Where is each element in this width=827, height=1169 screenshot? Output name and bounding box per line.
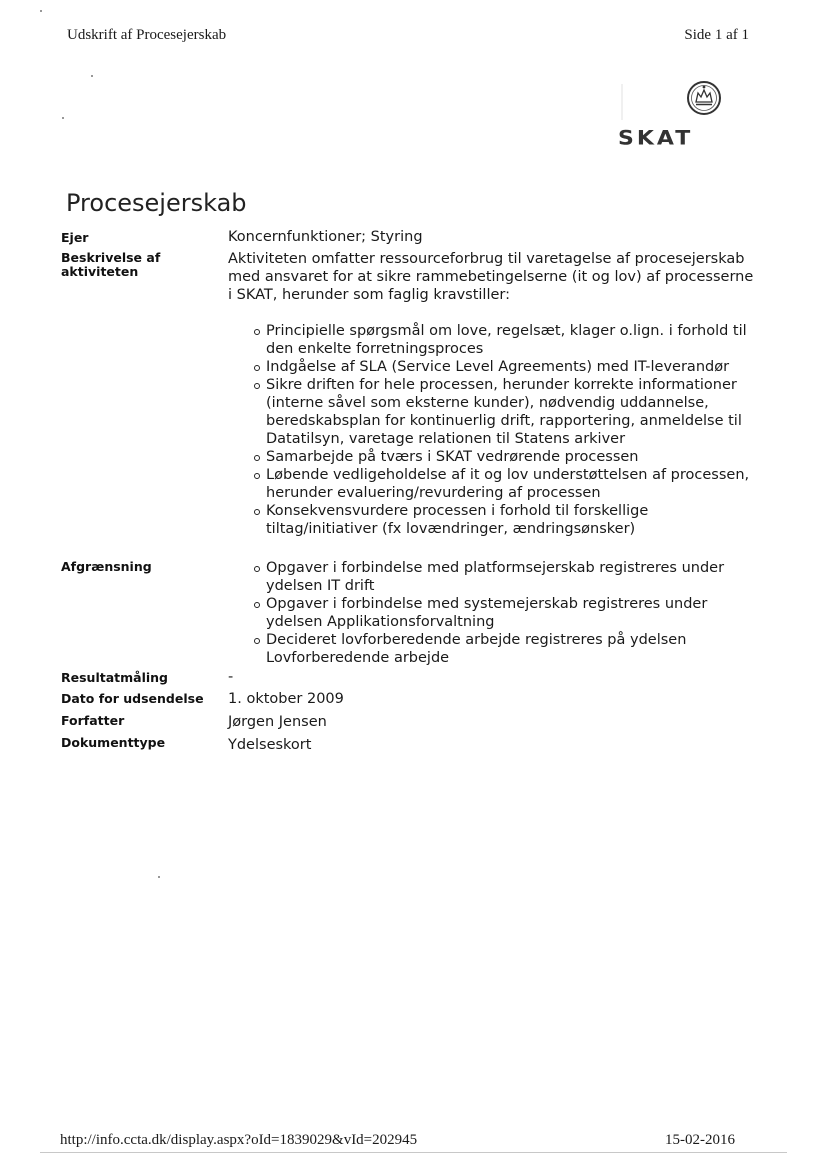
skat-logo (618, 76, 728, 148)
list-item: Opgaver i forbindelse med platformsejerskab registreres under ydelsen IT drift (266, 559, 761, 595)
skat-logo-text: SKAT (618, 127, 694, 150)
field-value-dokumenttype: Ydelseskort (228, 737, 312, 753)
list-item: Principielle spørgsmål om love, regelsæt, klager o.lign. i forhold til den enkelte forretningsproces (266, 322, 761, 358)
footer-divider (40, 1152, 787, 1153)
footer-url: http://info.ccta.dk/display.aspx?oId=1839029&vId=202945 (60, 1132, 418, 1148)
description-intro: Aktiviteten omfatter ressourceforbrug til varetagelse af procesejerskab med ansvaret for at sikre rammebetingelserne (it og lov) af processerne i SKAT, herunder som faglig kravstiller: (228, 251, 754, 303)
field-label-dato: Dato for udsendelse (61, 691, 204, 706)
list-item: Decideret lovforberedende arbejde registreres på ydelsen Lovforberedende arbejde (266, 631, 761, 667)
list-item: Indgåelse af SLA (Service Level Agreements) med IT-leverandør (266, 358, 761, 376)
field-label-afgraensning: Afgrænsning (61, 559, 152, 574)
field-label-beskrivelse (61, 251, 160, 279)
footer-date: 15-02-2016 (665, 1132, 735, 1148)
field-label-forfatter: Forfatter (61, 713, 125, 728)
field-label-beskrivelse-line2: aktiviteten (61, 264, 139, 279)
print-header-title: Udskrift af Procesejerskab (67, 27, 227, 43)
field-value-dato: 1. oktober 2009 (228, 691, 344, 707)
field-value-forfatter: Jørgen Jensen (228, 714, 327, 730)
field-value-resultatmaaling: - (228, 669, 234, 685)
list-item: Samarbejde på tværs i SKAT vedrørende processen (266, 448, 761, 466)
field-label-resultatmaaling: Resultatmåling (61, 670, 168, 685)
crown-seal-icon (618, 76, 728, 126)
scan-speck (62, 117, 64, 119)
scan-speck (158, 876, 160, 878)
list-item: Sikre driften for hele processen, herunder korrekte informationer (interne såvel som eksterne kunder), nødvendig uddannelse, beredskabsplan for kontinuerlig drift, rapportering, anmeldelse til Datatilsyn, varetage relationen til Statens arkiver (266, 376, 761, 448)
scan-speck (40, 10, 42, 12)
field-value-ejer: Koncernfunktioner; Styring (228, 229, 423, 245)
page-title: Procesejerskab (66, 189, 247, 217)
afgraensning-bullet-list (266, 559, 761, 667)
list-item: Løbende vedligeholdelse af it og lov understøttelsen af processen, herunder evaluering/revurdering af processen (266, 466, 761, 502)
page-number: Side 1 af 1 (684, 27, 749, 43)
list-item: Opgaver i forbindelse med systemejerskab registreres under ydelsen Applikationsforvaltning (266, 595, 761, 631)
field-label-ejer: Ejer (61, 230, 89, 245)
scan-speck (91, 75, 93, 77)
field-label-beskrivelse-line1: Beskrivelse af (61, 250, 161, 265)
list-item: Konsekvensvurdere processen i forhold til forskellige tiltag/initiativer (fx lovændringer, ændringsønsker) (266, 502, 761, 538)
field-label-dokumenttype: Dokumenttype (61, 735, 166, 750)
description-bullet-list (266, 322, 761, 538)
